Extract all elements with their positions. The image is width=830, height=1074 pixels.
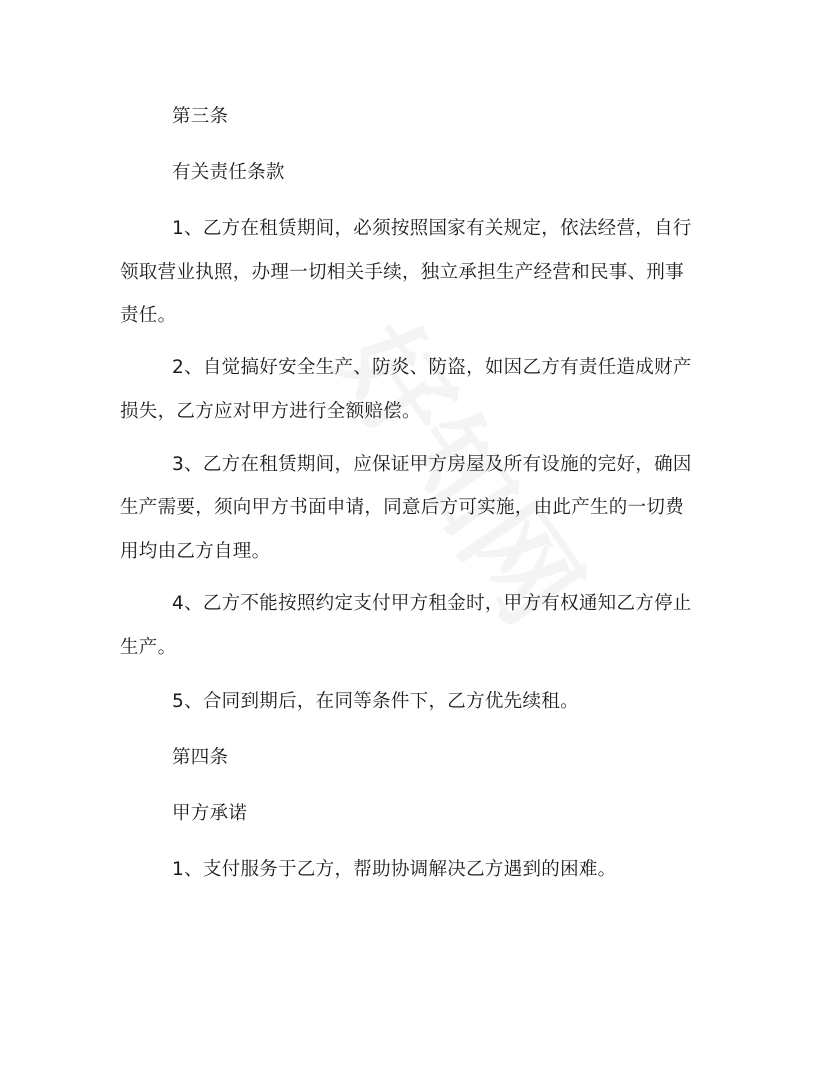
clause-line: 领取营业执照，办理一切相关手续，独立承担生产经营和民事、刑事: [120, 262, 685, 283]
clause-line: 生产。: [120, 637, 177, 658]
section-title: 甲方承诺: [172, 803, 248, 824]
clause-line: 1、支付服务于乙方，帮助协调解决乙方遇到的困难。: [172, 859, 617, 880]
clause-line: 责任。: [120, 305, 177, 326]
section-title: 有关责任条款: [172, 162, 285, 183]
clause-line: 5、合同到期后，在同等条件下，乙方优先续租。: [172, 691, 579, 712]
clause-line: 用均由乙方自理。: [120, 541, 271, 562]
article-heading: 第四条: [172, 747, 229, 768]
clause-line: 1、乙方在租赁期间，必须按照国家有关规定，依法经营，自行: [172, 218, 692, 239]
clause-line: 生产需要，须向甲方书面申请，同意后方可实施，由此产生的一切费: [120, 497, 685, 518]
clause-line: 2、自觉搞好安全生产、防炎、防盗，如因乙方有责任造成财产: [172, 357, 692, 378]
clause-line: 3、乙方在租赁期间，应保证甲方房屋及所有设施的完好，确因: [172, 454, 692, 475]
clause-line: 损失，乙方应对甲方进行全额赔偿。: [120, 401, 421, 422]
article-heading: 第三条: [172, 106, 229, 127]
clause-line: 4、乙方不能按照约定支付甲方租金时，甲方有权通知乙方停止: [172, 593, 692, 614]
